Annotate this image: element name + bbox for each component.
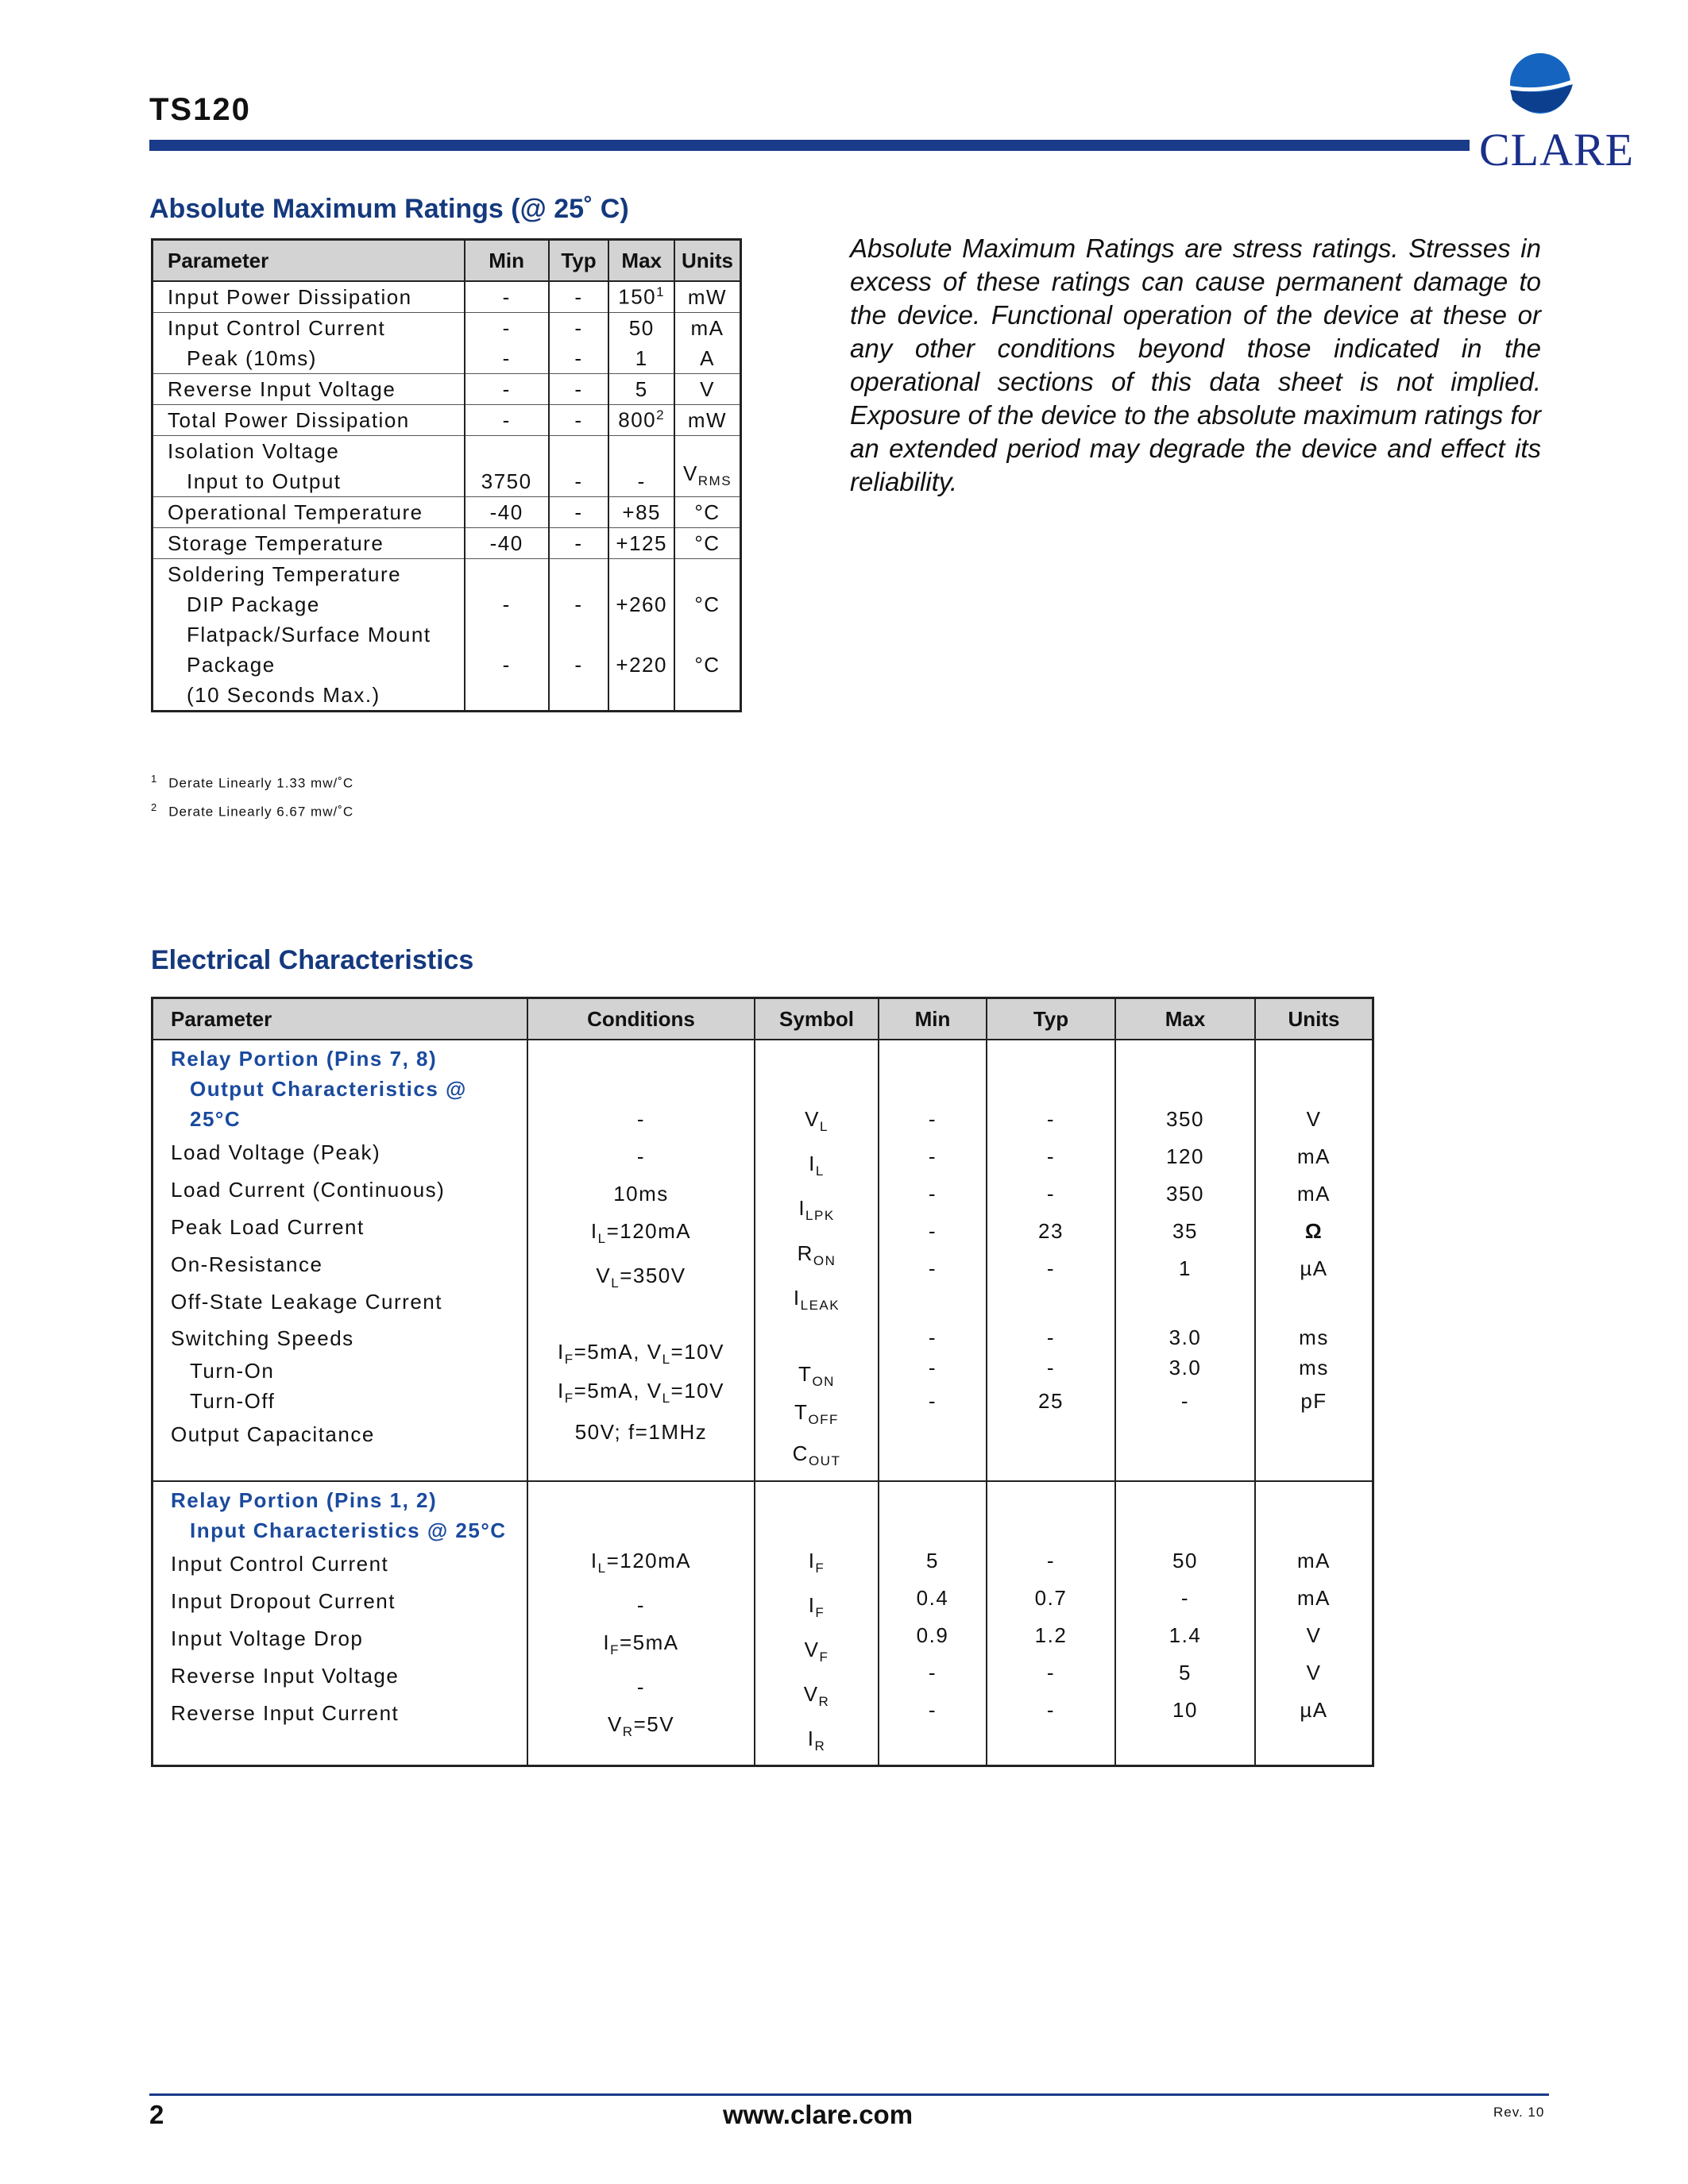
max-cell: 50 1 <box>608 313 674 374</box>
param-cell: Input Control Current Peak (10ms) <box>153 313 465 374</box>
units-cell: mA A <box>674 313 741 374</box>
min-cell: 3750 <box>465 436 549 497</box>
max-cell: $800^2$ <box>608 405 674 436</box>
max-cell: +260 +220 <box>608 559 674 712</box>
footer-url-link[interactable]: www.clare.com <box>723 2100 914 2129</box>
table-row <box>153 559 741 712</box>
min-cell: - - <box>465 559 549 712</box>
typ-cell: - <box>549 497 609 528</box>
units-cell: °C <box>674 497 741 528</box>
max-cell: 50 - 1.4 5 10 <box>1115 1481 1255 1766</box>
group-heading: Relay Portion (Pins 7, 8) <box>171 1047 438 1071</box>
clare-logo-text: CLARE <box>1479 124 1635 176</box>
typ-cell: - <box>549 436 609 497</box>
col-header-typ: Typ <box>987 998 1115 1040</box>
max-cell: 5 <box>608 374 674 405</box>
amr-section-title: Absolute Maximum Ratings (@ 25˚ C) <box>149 194 629 224</box>
min-cell: - <box>465 281 549 313</box>
ec-section-title: Electrical Characteristics <box>151 945 474 975</box>
col-header-parameter: Parameter <box>153 240 465 282</box>
units-cell: V <box>674 374 741 405</box>
units-cell: °C °C <box>674 559 741 712</box>
max-cell: $150^1$ <box>608 281 674 313</box>
typ-cell: - <box>549 405 609 436</box>
max-cell: +85 <box>608 497 674 528</box>
footnote: $^2$ Derate Linearly 6.67 mw/˚C <box>151 801 354 820</box>
conditions-cell: - - 10ms $I_L=120mA$ $V_L=350V$ $I_F=5mA$, $V_L=10V$ $I_F=5mA$, $V_L=10V$ 50V; f=1MHz <box>527 1040 755 1481</box>
min-cell: -40 <box>465 528 549 559</box>
ratings-disclaimer-paragraph: Absolute Maximum Ratings are stress ratings. Stresses in excess of these ratings can cause permanent damage to the device. Functional operation of the device at these or any other conditions beyond those indicated in the operational sections of this data sheet is not implied. Exposure of the device to the absolute maximum ratings for an extended period may degrade the device and effect its reliability. <box>850 233 1541 496</box>
group-subheading: Output Characteristics @ 25°C <box>190 1077 467 1131</box>
max-cell: +125 <box>608 528 674 559</box>
symbol-cell: $I_F$ $I_F$ $V_F$ $V_R$ $I_R$ <box>755 1481 879 1766</box>
table-header-row <box>153 240 741 282</box>
typ-cell: - <box>549 528 609 559</box>
units-cell: °C <box>674 528 741 559</box>
table-row <box>153 374 741 405</box>
group-subheading: Input Characteristics @ 25°C <box>190 1518 507 1542</box>
table-row <box>153 436 741 497</box>
col-header-typ: Typ <box>549 240 609 282</box>
col-header-units: Units <box>1255 998 1373 1040</box>
min-cell: 5 0.4 0.9 - - <box>879 1481 987 1766</box>
typ-cell: - - <box>549 313 609 374</box>
table-row <box>153 1040 1373 1481</box>
min-cell: - - - - - - - - <box>879 1040 987 1481</box>
table-row <box>153 528 741 559</box>
param-cell: Relay Portion (Pins 7, 8) Output Characteristics @ 25°C Load Voltage (Peak) Load Current (Continuous) Peak Load Current On-Resistance Off-State Leakage Current Switching Speeds Turn-On Turn-Off Output Capacitance <box>153 1040 528 1481</box>
min-cell: -40 <box>465 497 549 528</box>
units-cell: $V_{RMS}$ <box>674 436 741 497</box>
absolute-max-ratings-table <box>151 238 742 712</box>
table-row <box>153 281 741 313</box>
page-number: 2 <box>149 2100 164 2129</box>
param-cell: Total Power Dissipation <box>153 405 465 436</box>
col-header-units: Units <box>674 240 741 282</box>
footer-rule <box>149 2093 1549 2096</box>
group-heading: Relay Portion (Pins 1, 2) <box>171 1488 438 1512</box>
param-cell: Isolation Voltage Input to Output <box>153 436 465 497</box>
units-cell: mW <box>674 281 741 313</box>
table-row <box>153 405 741 436</box>
typ-cell: - <box>549 374 609 405</box>
typ-cell: - 0.7 1.2 - - <box>987 1481 1115 1766</box>
param-cell: Soldering Temperature DIP Package Flatpack/Surface Mount Package (10 Seconds Max.) <box>153 559 465 712</box>
col-header-parameter: Parameter <box>153 998 528 1040</box>
param-cell: Input Power Dissipation <box>153 281 465 313</box>
typ-cell: - - <box>549 559 609 712</box>
param-cell: Reverse Input Voltage <box>153 374 465 405</box>
typ-cell: - - - 23 - - - 25 <box>987 1040 1115 1481</box>
revision-label: Rev. 10 <box>1493 2105 1545 2120</box>
footnotes <box>151 767 353 824</box>
units-cell: mW <box>674 405 741 436</box>
param-cell: Storage Temperature <box>153 528 465 559</box>
col-header-conditions: Conditions <box>527 998 755 1040</box>
footnote: $^1$ Derate Linearly 1.33 mw/˚C <box>151 773 354 791</box>
col-header-min: Min <box>879 998 987 1040</box>
electrical-characteristics-table <box>151 997 1374 1767</box>
document-title: TS120 <box>149 92 251 127</box>
col-header-max: Max <box>608 240 674 282</box>
units-cell: V mA mA Ω µA ms ms pF <box>1255 1040 1373 1481</box>
param-cell: Relay Portion (Pins 1, 2) Input Characteristics @ 25°C Input Control Current Input Dropout Current Input Voltage Drop Reverse Input Voltage Reverse Input Current <box>153 1481 528 1766</box>
col-header-max: Max <box>1115 998 1255 1040</box>
units-cell: mA mA V V µA <box>1255 1481 1373 1766</box>
max-cell: - <box>608 436 674 497</box>
min-cell: - <box>465 374 549 405</box>
symbol-cell: $V_L$ $I_L$ $I_{LPK}$ $R_{ON}$ $I_{LEAK}$ $T_{ON}$ $T_{OFF}$ $C_{OUT}$ <box>755 1040 879 1481</box>
param-cell: Operational Temperature <box>153 497 465 528</box>
min-cell: - - <box>465 313 549 374</box>
table-row <box>153 313 741 374</box>
conditions-cell: $I_L=120mA$ - $I_F=5mA$ - $V_R=5V$ <box>527 1481 755 1766</box>
typ-cell: - <box>549 281 609 313</box>
min-cell: - <box>465 405 549 436</box>
col-header-symbol: Symbol <box>755 998 879 1040</box>
col-header-min: Min <box>465 240 549 282</box>
table-header-row <box>153 998 1373 1040</box>
max-cell: 350 120 350 35 1 3.0 3.0 - <box>1115 1040 1255 1481</box>
table-row <box>153 497 741 528</box>
header-rule <box>149 140 1470 151</box>
table-row <box>153 1481 1373 1766</box>
